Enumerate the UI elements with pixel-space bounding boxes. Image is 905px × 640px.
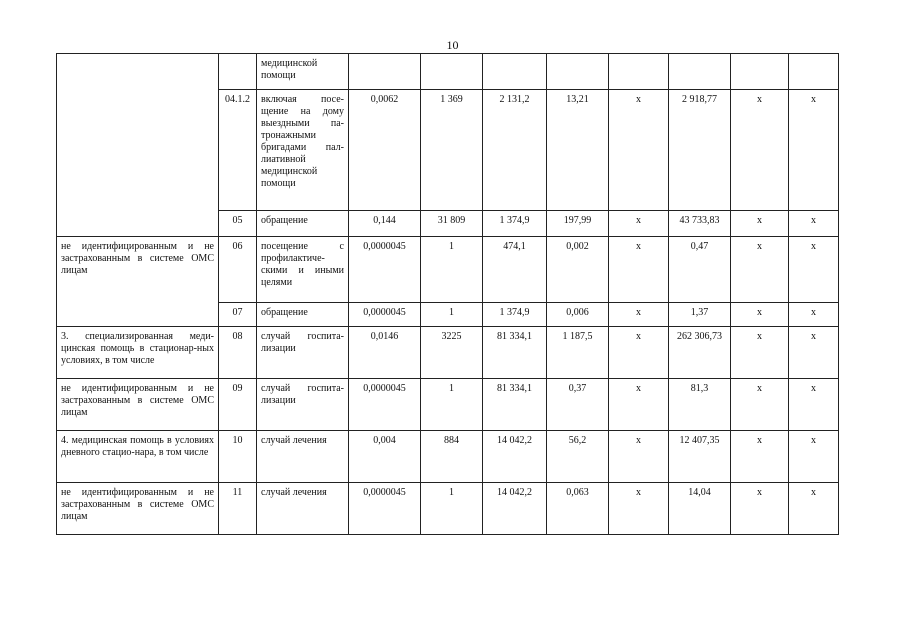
value-cell: 81 334,1 — [483, 327, 547, 379]
value-cell: 1 — [421, 237, 483, 303]
value-cell: 0,144 — [349, 211, 421, 237]
value-cell: х — [789, 327, 839, 379]
row-code-cell: 08 — [219, 327, 257, 379]
value-cell: х — [789, 303, 839, 327]
row-unit-cell: случай госпита-лизации — [257, 327, 349, 379]
row-name-cell — [57, 54, 219, 237]
row-unit-cell: случай госпита-лизации — [257, 379, 349, 431]
value-cell: 1 374,9 — [483, 211, 547, 237]
value-cell: 1 187,5 — [547, 327, 609, 379]
value-cell: 0,0000045 — [349, 379, 421, 431]
value-cell: х — [731, 303, 789, 327]
value-cell — [547, 54, 609, 90]
value-cell: х — [609, 211, 669, 237]
value-cell: х — [789, 431, 839, 483]
value-cell: 31 809 — [421, 211, 483, 237]
row-name-cell: 3. специализированная меди-цинская помощь в стационар-ных условиях, в том числе — [57, 327, 219, 379]
value-cell: 3225 — [421, 327, 483, 379]
value-cell: 1 369 — [421, 90, 483, 211]
value-cell: 262 306,73 — [669, 327, 731, 379]
row-unit-cell: обращение — [257, 303, 349, 327]
data-table — [56, 53, 839, 535]
row-code-cell: 07 — [219, 303, 257, 327]
value-cell: 13,21 — [547, 90, 609, 211]
value-cell: х — [789, 379, 839, 431]
row-unit-cell: посещение с профилактиче-скими и иными целями — [257, 237, 349, 303]
value-cell: х — [789, 211, 839, 237]
row-code-cell: 10 — [219, 431, 257, 483]
table-row — [57, 379, 839, 431]
value-cell: х — [731, 431, 789, 483]
value-cell: х — [609, 237, 669, 303]
value-cell: х — [789, 237, 839, 303]
value-cell: х — [609, 90, 669, 211]
value-cell: х — [789, 483, 839, 535]
value-cell: 2 918,77 — [669, 90, 731, 211]
value-cell: 2 131,2 — [483, 90, 547, 211]
row-code-cell: 05 — [219, 211, 257, 237]
value-cell: 0,47 — [669, 237, 731, 303]
value-cell: х — [731, 483, 789, 535]
value-cell: 1 — [421, 303, 483, 327]
value-cell: 81 334,1 — [483, 379, 547, 431]
table-row — [57, 54, 839, 90]
value-cell: 14 042,2 — [483, 483, 547, 535]
value-cell: 197,99 — [547, 211, 609, 237]
row-name-cell: не идентифицированным и не застрахованным в системе ОМС лицам — [57, 379, 219, 431]
value-cell: 0,0000045 — [349, 303, 421, 327]
value-cell: 0,002 — [547, 237, 609, 303]
value-cell: 43 733,83 — [669, 211, 731, 237]
value-cell: х — [789, 90, 839, 211]
table-row — [57, 431, 839, 483]
value-cell: 0,0000045 — [349, 237, 421, 303]
value-cell: х — [609, 379, 669, 431]
value-cell: 0,0000045 — [349, 483, 421, 535]
value-cell: х — [609, 431, 669, 483]
row-name-cell: не идентифицированным и не застрахованным в системе ОМС лицам — [57, 237, 219, 327]
row-name-cell: не идентифицированным и не застрахованным в системе ОМС лицам — [57, 483, 219, 535]
value-cell: 0,0062 — [349, 90, 421, 211]
value-cell — [421, 54, 483, 90]
row-unit-cell: случай лечения — [257, 431, 349, 483]
value-cell — [483, 54, 547, 90]
row-unit-cell: случай лечения — [257, 483, 349, 535]
value-cell: х — [731, 211, 789, 237]
value-cell: 1,37 — [669, 303, 731, 327]
value-cell: 56,2 — [547, 431, 609, 483]
table-row — [57, 237, 839, 303]
row-code-cell — [219, 54, 257, 90]
value-cell — [349, 54, 421, 90]
value-cell: 0,004 — [349, 431, 421, 483]
table-row — [57, 327, 839, 379]
value-cell: 884 — [421, 431, 483, 483]
value-cell: х — [609, 483, 669, 535]
row-name-cell: 4. медицинская помощь в условиях дневного стацио-нара, в том числе — [57, 431, 219, 483]
row-code-cell: 04.1.2 — [219, 90, 257, 211]
value-cell — [789, 54, 839, 90]
value-cell: х — [731, 90, 789, 211]
table-row — [57, 483, 839, 535]
value-cell: х — [731, 379, 789, 431]
row-code-cell: 09 — [219, 379, 257, 431]
value-cell: х — [731, 237, 789, 303]
value-cell: х — [609, 303, 669, 327]
value-cell: 0,37 — [547, 379, 609, 431]
row-code-cell: 06 — [219, 237, 257, 303]
value-cell: 14,04 — [669, 483, 731, 535]
value-cell: 1 — [421, 379, 483, 431]
value-cell: 0,063 — [547, 483, 609, 535]
value-cell — [669, 54, 731, 90]
value-cell: 14 042,2 — [483, 431, 547, 483]
page-number: 10 — [446, 38, 459, 52]
value-cell: х — [609, 327, 669, 379]
value-cell: 81,3 — [669, 379, 731, 431]
row-unit-cell: обращение — [257, 211, 349, 237]
value-cell — [609, 54, 669, 90]
value-cell: 12 407,35 — [669, 431, 731, 483]
row-unit-cell: медицинской помощи — [257, 54, 349, 90]
value-cell: 0,0146 — [349, 327, 421, 379]
value-cell — [731, 54, 789, 90]
row-code-cell: 11 — [219, 483, 257, 535]
value-cell: 1 — [421, 483, 483, 535]
row-unit-cell: включая посе-щение на дому выездными па-тронажными бригадами пал-лиативной медицинской помощи — [257, 90, 349, 211]
value-cell: х — [731, 327, 789, 379]
value-cell: 474,1 — [483, 237, 547, 303]
value-cell: 0,006 — [547, 303, 609, 327]
value-cell: 1 374,9 — [483, 303, 547, 327]
